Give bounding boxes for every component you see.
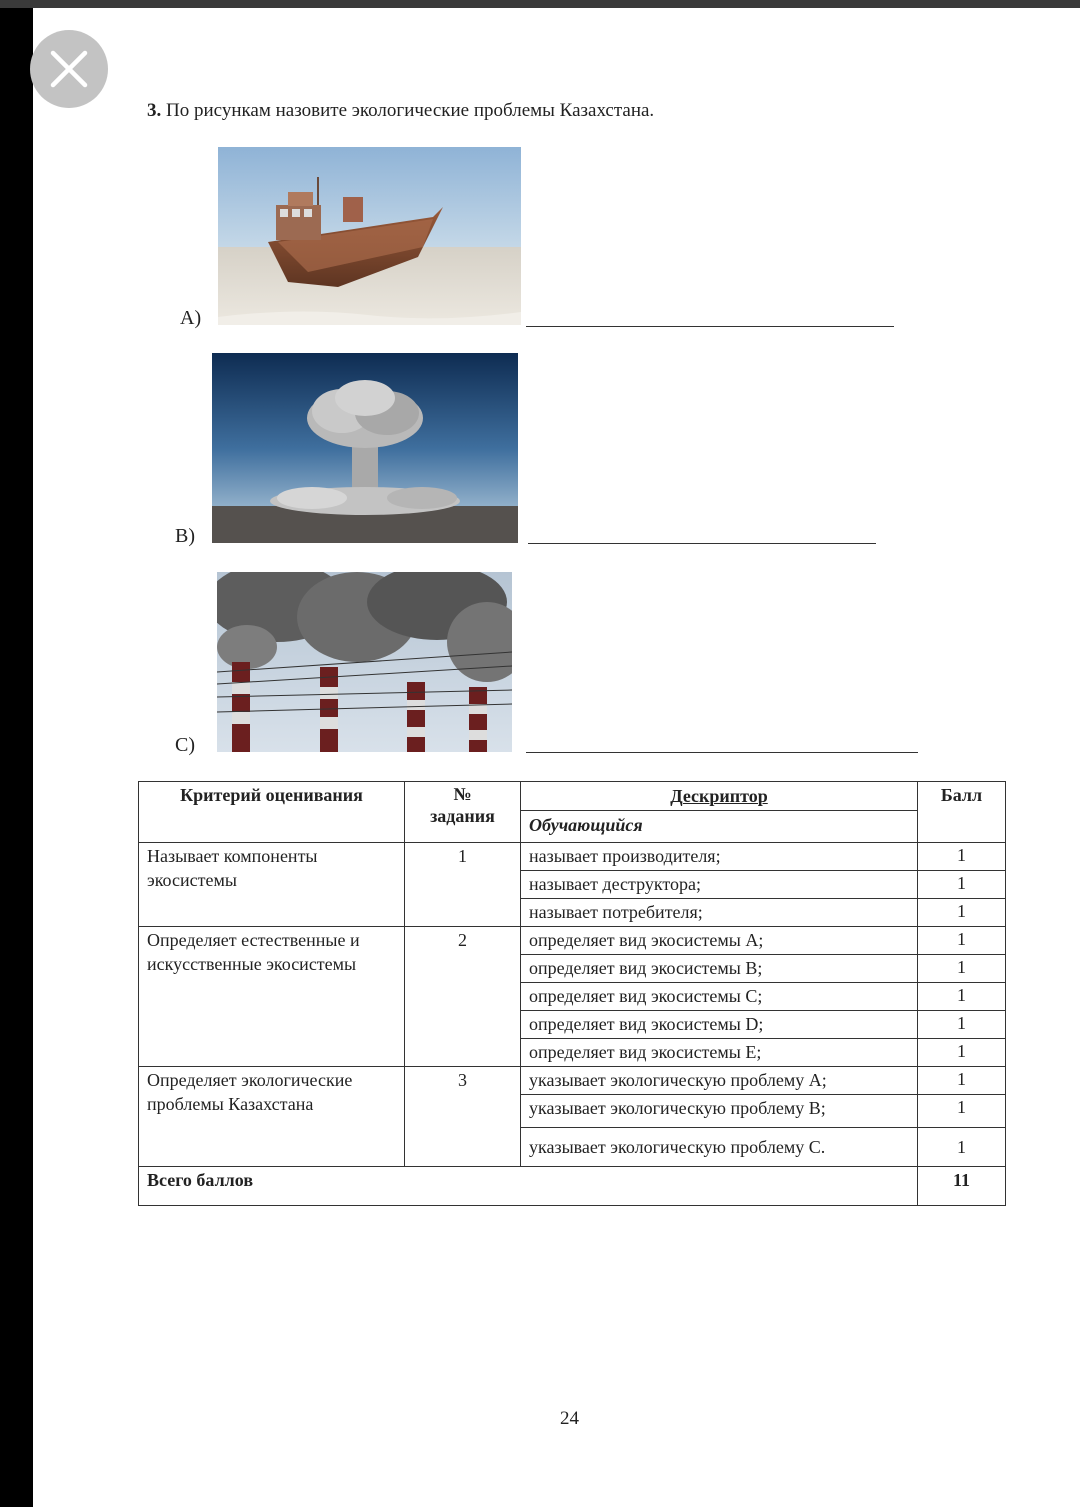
score-cell: 1 <box>918 1067 1006 1095</box>
descriptor-cell: называет потребителя; <box>521 899 918 927</box>
task-number-cell: 2 <box>405 927 521 1067</box>
descriptor-cell: определяет вид экосистемы Е; <box>521 1039 918 1067</box>
header-criterion: Критерий оценивания <box>139 782 405 843</box>
answer-line-c[interactable] <box>526 752 918 753</box>
answer-line-a[interactable] <box>526 326 894 327</box>
score-cell: 1 <box>918 1095 1006 1128</box>
score-cell: 1 <box>918 1039 1006 1067</box>
task-number-cell: 1 <box>405 843 521 927</box>
header-score: Балл <box>918 782 1006 843</box>
header-learner: Обучающийся <box>521 810 917 837</box>
score-cell: 1 <box>918 955 1006 983</box>
total-score: 11 <box>918 1167 1006 1206</box>
score-cell: 1 <box>918 1128 1006 1167</box>
total-label: Всего баллов <box>139 1167 918 1206</box>
descriptor-cell: определяет вид экосистемы В; <box>521 955 918 983</box>
photo-stranded-ship <box>218 147 521 325</box>
viewer-top-bar <box>0 0 1080 8</box>
task-heading: 3. По рисункам назовите экологические проблемы Казахстана. <box>147 100 655 121</box>
descriptor-cell: называет производителя; <box>521 843 918 871</box>
descriptor-cell: определяет вид экосистемы С; <box>521 983 918 1011</box>
descriptor-cell: указывает экологическую проблему В; <box>521 1095 918 1128</box>
header-task-number: № задания <box>405 782 521 843</box>
score-cell: 1 <box>918 899 1006 927</box>
photo-smokestacks <box>217 572 512 752</box>
score-cell: 1 <box>918 871 1006 899</box>
close-icon <box>49 49 89 89</box>
item-label-b: B) <box>175 525 195 547</box>
descriptor-cell: определяет вид экосистемы А; <box>521 927 918 955</box>
descriptor-cell: называет деструктора; <box>521 871 918 899</box>
table-row <box>139 1067 1006 1095</box>
item-label-c: C) <box>175 734 195 756</box>
table-header-row <box>139 782 1006 843</box>
score-cell: 1 <box>918 983 1006 1011</box>
answer-line-b[interactable] <box>528 543 876 544</box>
descriptor-cell: определяет вид экосистемы D; <box>521 1011 918 1039</box>
item-label-a: A) <box>180 307 202 329</box>
score-cell: 1 <box>918 927 1006 955</box>
score-cell: 1 <box>918 1011 1006 1039</box>
criterion-cell: Называет компоненты экосистемы <box>139 843 405 927</box>
criterion-cell: Определяет естественные и искусственные экосистемы <box>139 927 405 1067</box>
total-row <box>139 1167 1006 1206</box>
page-number: 24 <box>560 1408 579 1429</box>
close-button[interactable] <box>30 30 108 108</box>
document-page <box>33 8 1080 1507</box>
grading-table <box>138 781 1006 1206</box>
criterion-cell: Определяет экологические проблемы Казахстана <box>139 1067 405 1167</box>
descriptor-cell: указывает экологическую проблему С. <box>521 1128 918 1167</box>
task-number-cell: 3 <box>405 1067 521 1167</box>
descriptor-cell: указывает экологическую проблему А; <box>521 1067 918 1095</box>
photo-nuclear-explosion <box>212 353 518 543</box>
score-cell: 1 <box>918 843 1006 871</box>
header-descriptor: Дескриптор Обучающийся <box>521 782 918 843</box>
table-row <box>139 843 1006 871</box>
table-row <box>139 927 1006 955</box>
